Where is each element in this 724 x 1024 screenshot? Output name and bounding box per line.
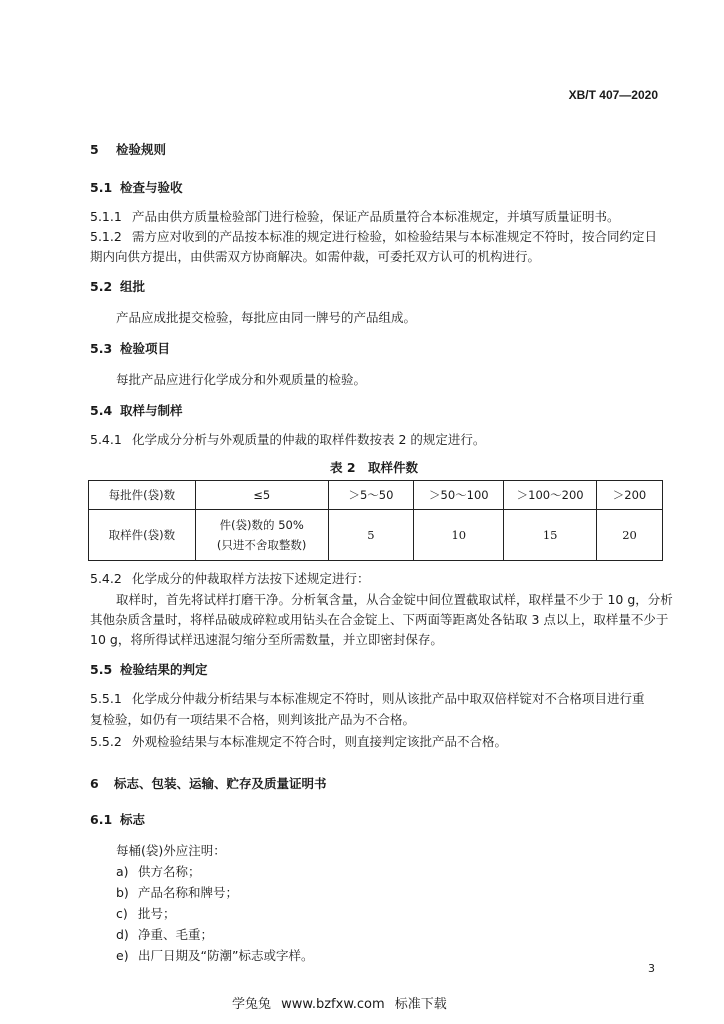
table-cell	[195, 510, 328, 561]
list-text: 产品名称和牌号；	[138, 885, 239, 900]
list-marker: b)	[116, 885, 129, 900]
clause-number: 5.5.2	[90, 734, 122, 749]
section-title: 检验规则	[116, 142, 167, 157]
section-number: 5	[90, 142, 99, 157]
marking-intro: 每桶(袋)外应注明：	[116, 843, 226, 858]
section-6-1-heading	[90, 810, 145, 828]
section-5-3-text: 每批产品应进行化学成分和外观质量的检验。	[116, 372, 367, 387]
table-cell: 20	[597, 510, 663, 561]
list-marker: c)	[116, 906, 128, 921]
section-title: 取样与制样	[120, 403, 183, 418]
clause-5-4-2-para-line1: 取样时，首先将试样打磨干净。分析氧含量，从合金锭中间位置截取试样，取样量不少于 10 g，分析	[116, 592, 673, 607]
clause-5-4-2-para-line2: 其他杂质含量时，将样品破成碎粒或用钻头在合金锭上、下两面等距离处各钻取 3 点以上，取样量不少于	[90, 612, 669, 627]
sampling-table	[88, 480, 663, 561]
list-item	[116, 904, 176, 922]
clause-text: 化学成分分析与外观质量的仲裁的取样件数按表 2 的规定进行。	[132, 432, 486, 447]
list-text: 供方名称；	[138, 864, 201, 879]
section-5-5-heading	[90, 660, 208, 678]
clause-5-1-1	[90, 207, 620, 225]
section-number: 5.3	[90, 341, 113, 356]
clause-5-5-1-line2: 复检验，如仍有一项结果不合格，则判该批产品为不合格。	[90, 712, 416, 727]
clause-number: 5.4.2	[90, 571, 122, 586]
section-title: 组批	[120, 279, 146, 294]
clause-5-4-2-para-line3: 10 g，将所得试样迅速混匀缩分至所需数量，并立即密封保存。	[90, 632, 443, 647]
table-cell: ≤5	[195, 481, 328, 510]
table-row	[89, 510, 663, 561]
list-marker: d)	[116, 927, 129, 942]
table-cell: 15	[504, 510, 597, 561]
clause-text-line1: 化学成分仲裁分析结果与本标准规定不符时，则从该批产品中取双倍样锭对不合格项目进行重	[132, 691, 645, 706]
section-number: 6.1	[90, 812, 113, 827]
clause-5-1-2	[90, 227, 657, 245]
table-cell: ＞50～100	[414, 481, 504, 510]
page-number: 3	[648, 962, 655, 975]
section-title: 检验项目	[120, 341, 171, 356]
clause-number: 5.5.1	[90, 691, 122, 706]
clause-number: 5.1.2	[90, 229, 122, 244]
section-5-3-heading	[90, 339, 170, 357]
section-title: 检查与验收	[120, 180, 183, 195]
table-cell: ＞200	[597, 481, 663, 510]
clause-number: 5.4.1	[90, 432, 122, 447]
clause-5-5-1	[90, 689, 645, 707]
section-title: 标志	[120, 812, 146, 827]
section-5-4-heading	[90, 401, 183, 419]
list-item	[116, 946, 313, 964]
cell-line: 件(袋)数的 50%	[219, 518, 304, 532]
list-item	[116, 883, 238, 901]
clause-text: 产品由供方质量检验部门进行检验，保证产品质量符合本标准规定，并填写质量证明书。	[132, 209, 620, 224]
clause-text: 化学成分的仲裁取样方法按下述规定进行：	[132, 571, 370, 586]
clause-5-4-1	[90, 430, 485, 448]
clause-text: 外观检验结果与本标准规定不符合时，则直接判定该批产品不合格。	[132, 734, 508, 749]
clause-5-1-2-line2: 期内向供方提出，由供需双方协商解决。如需仲裁，可委托双方认可的机构进行。	[90, 249, 541, 264]
clause-5-5-2	[90, 732, 507, 750]
clause-number: 5.1.1	[90, 209, 122, 224]
section-number: 5.2	[90, 279, 113, 294]
section-5-2-text: 产品应成批提交检验，每批应由同一牌号的产品组成。	[116, 310, 417, 325]
section-5-1-heading	[90, 178, 183, 196]
section-number: 5.1	[90, 180, 113, 195]
table-caption: 表 2 取样件数	[330, 460, 419, 475]
section-number: 5.4	[90, 403, 113, 418]
table-cell: ＞5～50	[328, 481, 414, 510]
section-title: 检验结果的判定	[120, 662, 208, 677]
list-marker: a)	[116, 864, 129, 879]
table-cell: ＞100～200	[504, 481, 597, 510]
cell-line: (只进不舍取整数)	[216, 538, 307, 552]
list-text: 出厂日期及“防潮”标志或字样。	[138, 948, 314, 963]
section-title: 标志、包装、运输、贮存及质量证明书	[114, 776, 327, 791]
table-cell: 5	[328, 510, 414, 561]
clause-5-4-2	[90, 569, 370, 587]
section-number: 5.5	[90, 662, 113, 677]
table-row	[89, 481, 663, 510]
list-item	[116, 925, 213, 943]
table-cell: 10	[414, 510, 504, 561]
list-item	[116, 862, 201, 880]
section-6-heading	[90, 774, 327, 792]
clause-text-line1: 需方应对收到的产品按本标准的规定进行检验，如检验结果与本标准规定不符时，按合同约定日	[132, 229, 658, 244]
section-number: 6	[90, 776, 99, 791]
standard-id: XB/T 407—2020	[568, 88, 658, 102]
list-marker: e)	[116, 948, 129, 963]
section-5-heading	[90, 140, 166, 158]
section-5-2-heading	[90, 277, 145, 295]
list-text: 批号；	[138, 906, 176, 921]
list-text: 净重、毛重；	[138, 927, 214, 942]
table-cell: 每批件(袋)数	[89, 481, 196, 510]
table-cell: 取样件(袋)数	[89, 510, 196, 561]
footer-watermark: 学兔兔 www.bzfxw.com 标准下载	[232, 997, 447, 1012]
